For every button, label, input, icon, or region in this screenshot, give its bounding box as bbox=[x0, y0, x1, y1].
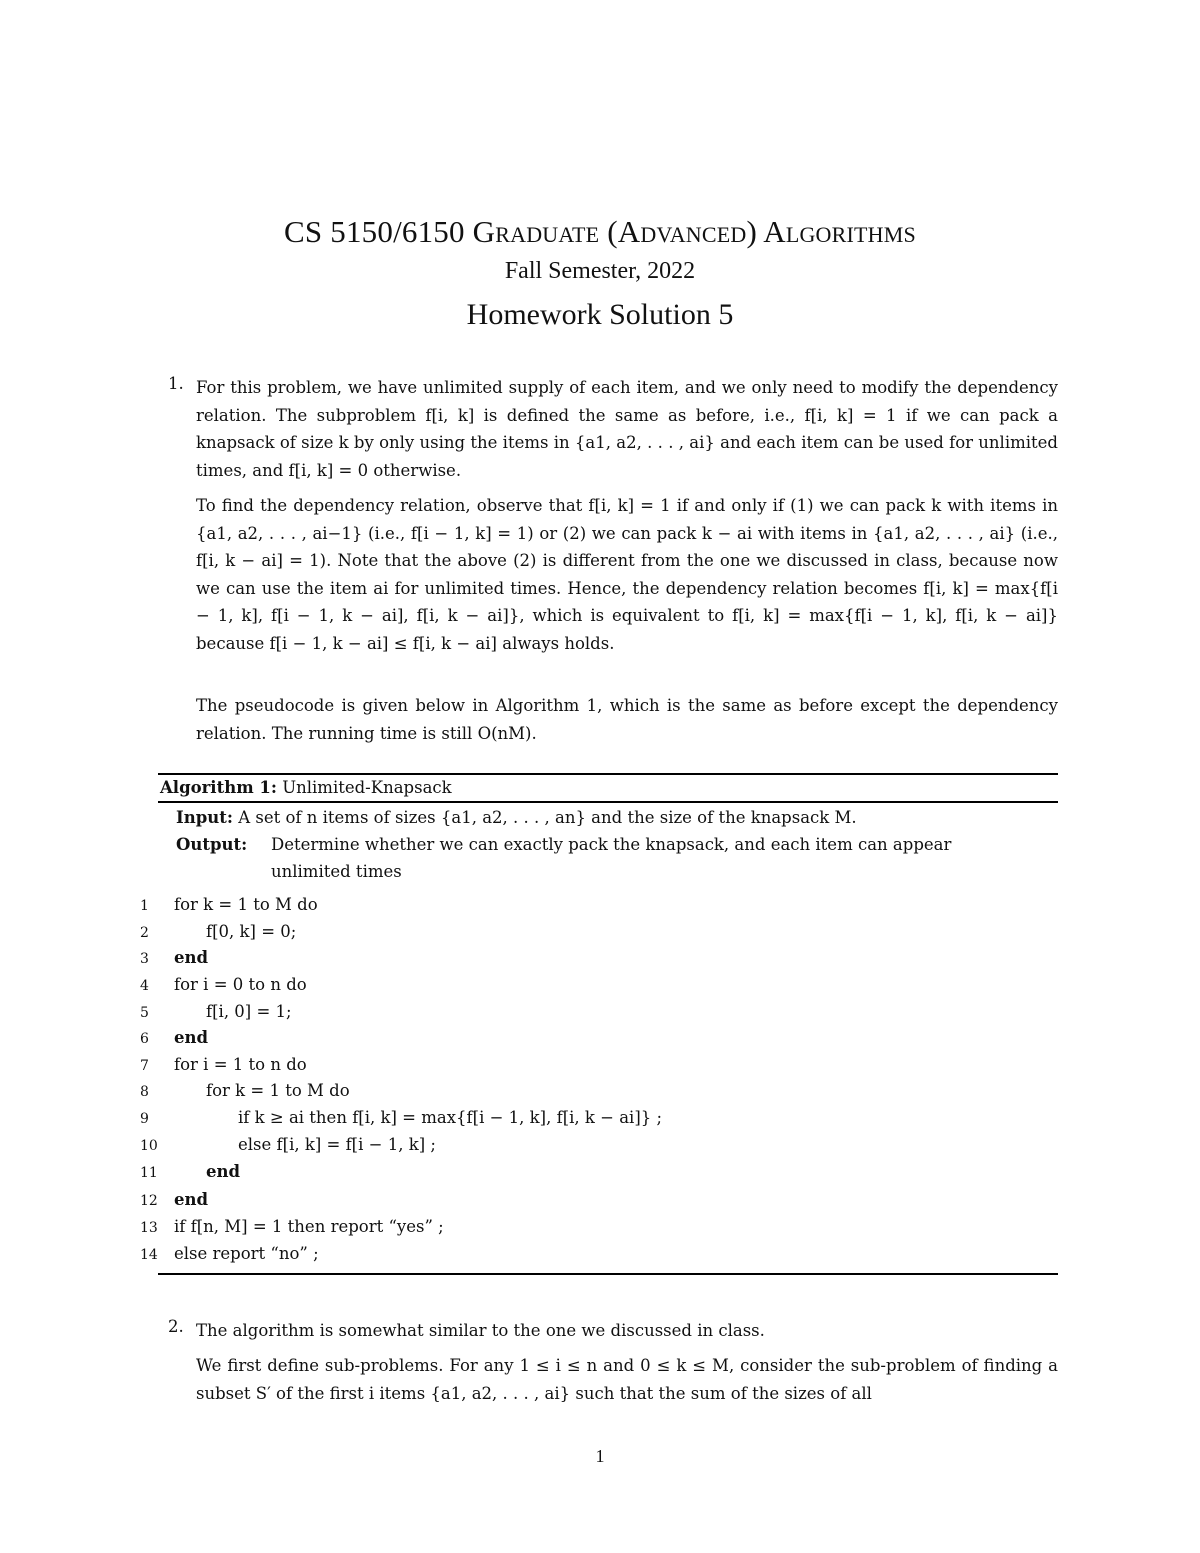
algo-line: 4 for i = 0 to n do bbox=[140, 975, 307, 994]
input-label: Input: bbox=[176, 808, 233, 827]
input-text: A set of n items of sizes {a1, a2, . . . , an} and the size of the knapsack M. bbox=[232, 808, 857, 827]
problem-1-paragraph-2: To find the dependency relation, observe that f[i, k] = 1 if and only if (1) we can pack k with items in {a1, a2, . . . , ai−1} (i.e., f[i − 1, k] = 1) or (2) we can pack k − ai with items in {a1, a2, . . . , ai} (i.e., f[i, k − ai] = 1). Note that the above (2) is different from the one we discussed in class, because now we can use the item ai for unlimited times. Hence, the dependency relation becomes f[i, k] = max{f[i − 1, k], f[i − 1, k − ai], f[i, k − ai]}, which is equivalent to f[i, k] = max{f[i − 1, k], f[i, k − ai]} because f[i − 1, k − ai] ≤ f[i, k − ai] always holds. bbox=[196, 496, 1058, 653]
algorithm-bottom-rule bbox=[158, 1273, 1058, 1275]
output-text-line-1: Determine whether we can exactly pack the knapsack, and each item can appear bbox=[271, 835, 952, 854]
algo-line: 11 end bbox=[140, 1162, 241, 1181]
algo-line: 2 f[0, k] = 0; bbox=[140, 922, 297, 941]
algo-line: 10 else f[i, k] = f[i − 1, k] ; bbox=[140, 1135, 436, 1154]
problem-2-paragraph-1: The algorithm is somewhat similar to the one we discussed in class. bbox=[196, 1321, 765, 1340]
problem-1-paragraph-3: The pseudocode is given below in Algorithm 1, which is the same as before except the dependency relation. The running time is still O(nM). bbox=[196, 696, 1058, 743]
course-name: Graduate (Advanced) Algorithms bbox=[472, 214, 916, 249]
semester: Fall Semester, 2022 bbox=[504, 258, 696, 284]
output-text-line-2: unlimited times bbox=[271, 862, 402, 881]
page-number: 1 bbox=[595, 1446, 605, 1466]
homework-title: Homework Solution 5 bbox=[466, 298, 734, 331]
algo-line: 12 end bbox=[140, 1190, 209, 1209]
output-label: Output: bbox=[176, 835, 248, 854]
algo-line: 9 if k ≥ ai then f[i, k] = max{f[i − 1, k], f[i, k − ai]} ; bbox=[140, 1108, 663, 1127]
algorithm-input bbox=[176, 804, 857, 831]
document-title bbox=[0, 214, 1200, 250]
algorithm-top-rule bbox=[158, 773, 1058, 775]
problem-1-number: 1. bbox=[168, 374, 184, 393]
algorithm-output bbox=[176, 831, 247, 858]
algo-line: 6 end bbox=[140, 1028, 209, 1047]
algo-line: 7 for i = 1 to n do bbox=[140, 1055, 307, 1074]
algo-line: 8 for k = 1 to M do bbox=[140, 1081, 350, 1100]
algorithm-caption bbox=[160, 778, 452, 797]
problem-2-paragraph-2: We first define sub-problems. For any 1 ≤ i ≤ n and 0 ≤ k ≤ M, consider the sub-problem of finding a subset S′ of the first i items {a1, a2, . . . , ai} such that the sum of the sizes of all bbox=[196, 1356, 1058, 1403]
problem-2-number: 2. bbox=[168, 1317, 184, 1336]
algo-line: 14 else report “no” ; bbox=[140, 1244, 319, 1263]
algorithm-name: Unlimited-Knapsack bbox=[276, 778, 452, 797]
problem-1-paragraph-1: For this problem, we have unlimited supply of each item, and we only need to modify the dependency relation. The subproblem f[i, k] is defined the same as before, i.e., f[i, k] = 1 if we can pack a knapsack of size k by only using the items in {a1, a2, . . . , ai} and each item can be used for unlimited times, and f[i, k] = 0 otherwise. bbox=[196, 378, 1058, 480]
algo-line: 13 if f[n, M] = 1 then report “yes” ; bbox=[140, 1217, 444, 1236]
algo-line: 1 for k = 1 to M do bbox=[140, 895, 318, 914]
algo-line: 3 end bbox=[140, 948, 209, 967]
algo-line: 5 f[i, 0] = 1; bbox=[140, 1002, 292, 1021]
course-code: CS 5150/6150 bbox=[284, 214, 473, 249]
algorithm-label: Algorithm 1: bbox=[160, 778, 277, 797]
algorithm-caption-rule bbox=[158, 801, 1058, 803]
